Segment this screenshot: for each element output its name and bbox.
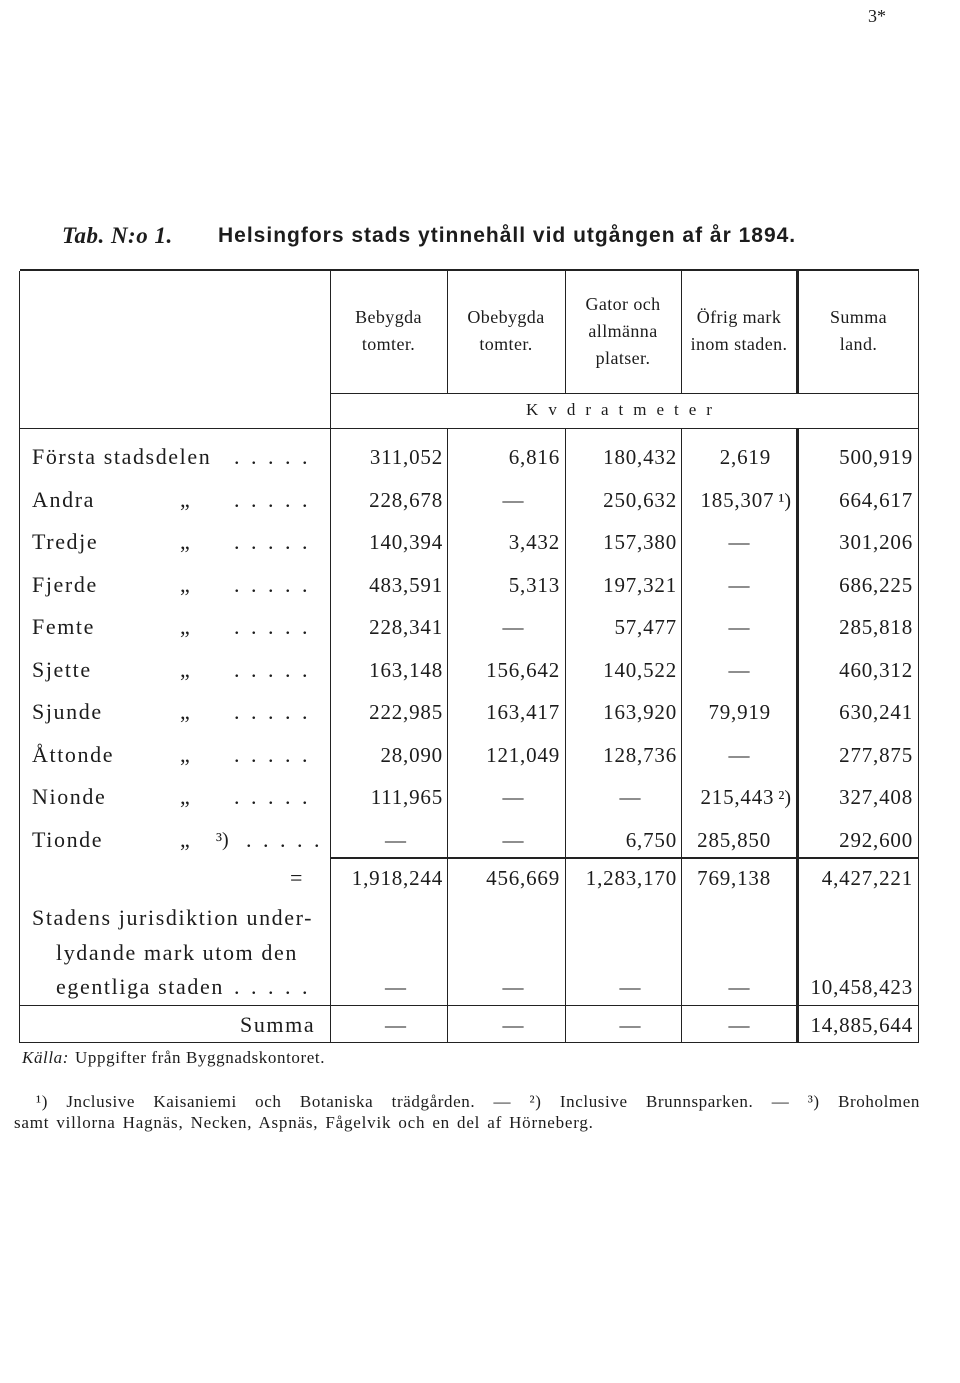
total-top-rule xyxy=(330,857,919,859)
cell-value: — xyxy=(619,785,641,809)
obebygda-cell xyxy=(447,442,565,472)
cell-value: 2,619 xyxy=(719,445,771,469)
bebygda-cell xyxy=(330,972,447,1002)
cell-value: — xyxy=(728,658,750,682)
cell-value: — xyxy=(385,828,406,852)
summa-cell xyxy=(797,697,918,727)
cell-value: 686,225 xyxy=(839,573,913,597)
table-row xyxy=(0,570,960,600)
cell-value: 1,283,170 xyxy=(585,866,677,890)
cell-value: 185,307 xyxy=(700,488,775,512)
cell-value: 156,642 xyxy=(486,658,560,682)
ofrig-cell xyxy=(681,863,797,893)
ofrig-cell xyxy=(681,1010,797,1040)
cell-value: 327,408 xyxy=(839,785,913,809)
cell-value: 10,458,423 xyxy=(810,975,913,999)
obebygda-cell xyxy=(447,740,565,770)
summa-row xyxy=(0,1010,960,1040)
table-row xyxy=(0,697,960,727)
cell-value: — xyxy=(502,615,524,639)
gator-cell xyxy=(565,527,681,557)
header-line: land. xyxy=(839,334,878,354)
ditto-mark: „ xyxy=(180,784,190,809)
unit-label: Kvdratmeter xyxy=(526,400,722,419)
summa-cell xyxy=(797,442,918,472)
summa-cell xyxy=(797,740,918,770)
cell-value: — xyxy=(728,1013,750,1037)
ditto-mark: „ xyxy=(180,742,190,767)
ditto-mark: „ xyxy=(180,827,190,852)
gator-cell xyxy=(565,972,681,1002)
obebygda-cell xyxy=(447,485,565,515)
table-bottom-rule xyxy=(20,1042,919,1043)
gator-cell xyxy=(565,655,681,685)
header-bottom-rule xyxy=(330,393,919,394)
cell-value: — xyxy=(502,785,524,809)
cell-value: 285,850 xyxy=(697,828,771,852)
cell-value: 14,885,644 xyxy=(810,1013,913,1037)
dot-leader: . . . . . xyxy=(234,657,311,682)
ditto-mark: „ xyxy=(180,657,190,682)
header-obebygda xyxy=(447,280,565,382)
table-row xyxy=(0,442,960,472)
obebygda-cell xyxy=(447,527,565,557)
header-line: tomter. xyxy=(361,334,416,354)
dot-leader: . . . . . xyxy=(234,487,311,512)
ofrig-cell xyxy=(681,782,797,812)
gator-cell xyxy=(565,1010,681,1040)
obebygda-cell xyxy=(447,655,565,685)
gator-cell xyxy=(565,485,681,515)
cell-value: — xyxy=(619,975,641,999)
ofrig-cell xyxy=(681,655,797,685)
cell-value: — xyxy=(502,1013,524,1037)
jurisdiction-label-row xyxy=(0,903,960,933)
footnote-marker: ²) xyxy=(529,1092,542,1111)
cell-value: — xyxy=(728,975,750,999)
footnote-marker: ³) xyxy=(216,829,229,851)
header-line: platser. xyxy=(595,347,651,368)
summa-cell xyxy=(797,972,918,1002)
ditto-mark: „ xyxy=(180,572,190,597)
header-summa xyxy=(799,280,918,382)
header-line: allmänna xyxy=(588,320,658,341)
bebygda-cell xyxy=(330,863,447,893)
summa-label: Summa xyxy=(240,1012,316,1037)
row-label: Första stadsdelen xyxy=(32,444,212,469)
summa-cell xyxy=(797,612,918,642)
cell-value: 4,427,221 xyxy=(821,866,913,890)
ditto-mark: „ xyxy=(180,614,190,639)
summa-cell xyxy=(797,485,918,515)
ditto-mark: „ xyxy=(180,529,190,554)
cell-value: 6,750 xyxy=(625,828,677,852)
cell-value: — xyxy=(385,975,406,999)
row-label: Stadens jurisdiktion under- xyxy=(32,905,314,930)
row-label: Åttonde xyxy=(32,742,115,767)
footnotes-line-2: samt villorna Hagnäs, Necken, Aspnäs, Fågelvik och en del af Hörneberg. xyxy=(14,1113,594,1132)
bebygda-cell xyxy=(330,612,447,642)
cell-value: — xyxy=(728,615,750,639)
cell-value: — xyxy=(502,975,524,999)
ofrig-cell xyxy=(681,570,797,600)
table-row xyxy=(0,485,960,515)
bebygda-cell xyxy=(330,697,447,727)
cell-value: 228,341 xyxy=(369,615,443,639)
summa-cell xyxy=(797,863,918,893)
table-row xyxy=(0,655,960,685)
obebygda-cell xyxy=(447,612,565,642)
header-line: Öfrig mark xyxy=(696,307,782,327)
cell-value: 664,617 xyxy=(839,488,913,512)
cell-value: 121,049 xyxy=(486,743,560,767)
footnote-marker: ²) xyxy=(778,787,791,809)
header-line: inom staden. xyxy=(690,334,788,354)
summa-cell xyxy=(797,782,918,812)
cell-value: 285,818 xyxy=(839,615,913,639)
bebygda-cell xyxy=(330,527,447,557)
summa-cell xyxy=(797,570,918,600)
dot-leader: . . . . . xyxy=(234,974,311,999)
table-number: Tab. N:o 1. xyxy=(62,223,173,248)
dot-leader: . . . . . xyxy=(234,699,311,724)
cell-value: 140,522 xyxy=(603,658,677,682)
bebygda-cell xyxy=(330,442,447,472)
cell-value: — xyxy=(619,1013,641,1037)
cell-value: 250,632 xyxy=(603,488,677,512)
bebygda-cell xyxy=(330,485,447,515)
cell-value: 163,417 xyxy=(486,700,560,724)
obebygda-cell xyxy=(447,782,565,812)
cell-value: 456,669 xyxy=(486,866,560,890)
gator-cell xyxy=(565,825,681,855)
table-row xyxy=(0,527,960,557)
cell-value: — xyxy=(502,828,524,852)
footnote-marker: ³) xyxy=(807,1092,820,1111)
obebygda-cell xyxy=(447,1010,565,1040)
row-label: Tredje xyxy=(32,529,99,554)
table-row xyxy=(0,825,960,855)
footnote-text: Broholmen xyxy=(838,1092,920,1111)
cell-value: 6,816 xyxy=(508,445,560,469)
dot-leader: . . . . . xyxy=(234,742,311,767)
table-title xyxy=(0,220,960,252)
header-line: Obebygda xyxy=(467,307,545,327)
table-row xyxy=(0,612,960,642)
gator-cell xyxy=(565,442,681,472)
dot-leader: . . . . . xyxy=(234,529,311,554)
dot-leader: . . . . . xyxy=(234,444,311,469)
cell-value: 163,920 xyxy=(603,700,677,724)
row-label: Femte xyxy=(32,614,95,639)
cell-value: 1,918,244 xyxy=(351,866,443,890)
total-row xyxy=(0,863,960,893)
cell-value: 163,148 xyxy=(369,658,443,682)
header-gator xyxy=(565,280,681,382)
cell-value: — xyxy=(728,530,750,554)
row-label: egentliga staden xyxy=(56,974,224,999)
row-label: Fjerde xyxy=(32,572,98,597)
cell-value: 483,591 xyxy=(369,573,443,597)
cell-value: 301,206 xyxy=(839,530,913,554)
table-row xyxy=(0,740,960,770)
footnote-text: Inclusive Brunnsparken. — xyxy=(559,1092,790,1111)
summa-cell xyxy=(797,825,918,855)
footnote-text: Jnclusive Kaisaniemi och Botaniska trädgården. — xyxy=(66,1092,512,1111)
footnotes-line-1 xyxy=(36,1091,920,1113)
cell-value: — xyxy=(728,743,750,767)
ditto-mark: „ xyxy=(180,699,190,724)
ofrig-cell xyxy=(681,485,797,515)
obebygda-cell xyxy=(447,697,565,727)
bebygda-cell xyxy=(330,655,447,685)
row-label: Nionde xyxy=(32,784,107,809)
gator-cell xyxy=(565,570,681,600)
ofrig-cell xyxy=(681,825,797,855)
cell-value: 277,875 xyxy=(839,743,913,767)
table-title-text: Helsingfors stads ytinnehåll vid utgången af år 1894. xyxy=(218,224,797,247)
dot-leader: . . . . . xyxy=(234,614,311,639)
obebygda-cell xyxy=(447,972,565,1002)
top-rule xyxy=(20,269,919,271)
row-label: Sjette xyxy=(32,657,92,682)
summa-cell xyxy=(797,1010,918,1040)
cell-value: 57,477 xyxy=(614,615,677,639)
row-label: Tionde xyxy=(32,827,104,852)
obebygda-cell xyxy=(447,825,565,855)
cell-value: — xyxy=(385,1013,406,1037)
ofrig-cell xyxy=(681,442,797,472)
cell-value: 180,432 xyxy=(603,445,677,469)
header-line: Bebygda xyxy=(355,307,422,327)
gator-cell xyxy=(565,697,681,727)
dot-leader: . . . . . xyxy=(246,827,323,852)
header-ofrig xyxy=(681,280,797,382)
summa-cell xyxy=(797,655,918,685)
cell-value: 222,985 xyxy=(369,700,443,724)
table-row xyxy=(0,782,960,812)
cell-value: 197,321 xyxy=(603,573,677,597)
cell-value: 28,090 xyxy=(380,743,443,767)
cell-value: 769,138 xyxy=(697,866,771,890)
header-line: tomter. xyxy=(479,334,533,354)
cell-value: 630,241 xyxy=(839,700,913,724)
bebygda-cell xyxy=(330,740,447,770)
cell-value: 128,736 xyxy=(603,743,677,767)
jurisdiction-row xyxy=(0,972,960,1002)
footnote-marker: ¹) xyxy=(36,1092,48,1111)
ofrig-cell xyxy=(681,697,797,727)
jurisdiction-bottom-rule xyxy=(20,1005,919,1006)
bebygda-cell xyxy=(330,825,447,855)
gator-cell xyxy=(565,863,681,893)
row-label: Sjunde xyxy=(32,699,103,724)
source-text: Uppgifter från Byggnadskontoret. xyxy=(75,1048,326,1067)
header-bebygda xyxy=(330,280,447,382)
gator-cell xyxy=(565,612,681,642)
summa-cell xyxy=(797,527,918,557)
cell-value: 228,678 xyxy=(369,488,443,512)
dot-leader: . . . . . xyxy=(234,784,311,809)
gator-cell xyxy=(565,740,681,770)
row-label: lydande mark utom den xyxy=(56,940,298,965)
cell-value: 79,919 xyxy=(708,700,771,724)
ofrig-cell xyxy=(681,527,797,557)
dot-leader: . . . . . xyxy=(234,572,311,597)
obebygda-cell xyxy=(447,863,565,893)
gator-cell xyxy=(565,782,681,812)
cell-value: 3,432 xyxy=(508,530,560,554)
page-number: 3* xyxy=(868,6,886,26)
ofrig-cell xyxy=(681,972,797,1002)
bebygda-cell xyxy=(330,782,447,812)
header-line: Summa xyxy=(829,307,887,327)
cell-value: — xyxy=(502,488,524,512)
ofrig-cell xyxy=(681,740,797,770)
total-sign: = xyxy=(290,865,305,890)
ditto-mark: „ xyxy=(180,487,190,512)
source-label: Källa: xyxy=(22,1048,70,1067)
cell-value: 140,394 xyxy=(369,530,443,554)
cell-value: 311,052 xyxy=(369,445,443,469)
ofrig-cell xyxy=(681,612,797,642)
cell-value: 215,443 xyxy=(700,785,775,809)
cell-value: — xyxy=(728,573,750,597)
unit-bottom-rule xyxy=(20,428,919,429)
obebygda-cell xyxy=(447,570,565,600)
row-label: Andra xyxy=(32,487,95,512)
jurisdiction-label-row xyxy=(0,938,960,968)
bebygda-cell xyxy=(330,570,447,600)
cell-value: 5,313 xyxy=(508,573,560,597)
cell-value: 111,965 xyxy=(370,785,443,809)
cell-value: 500,919 xyxy=(839,445,913,469)
header-line: Gator och xyxy=(585,293,661,314)
source-note xyxy=(22,1046,325,1070)
footnote-marker: ¹) xyxy=(778,490,791,512)
cell-value: 460,312 xyxy=(839,658,913,682)
bebygda-cell xyxy=(330,1010,447,1040)
cell-value: 157,380 xyxy=(603,530,677,554)
cell-value: 292,600 xyxy=(839,828,913,852)
